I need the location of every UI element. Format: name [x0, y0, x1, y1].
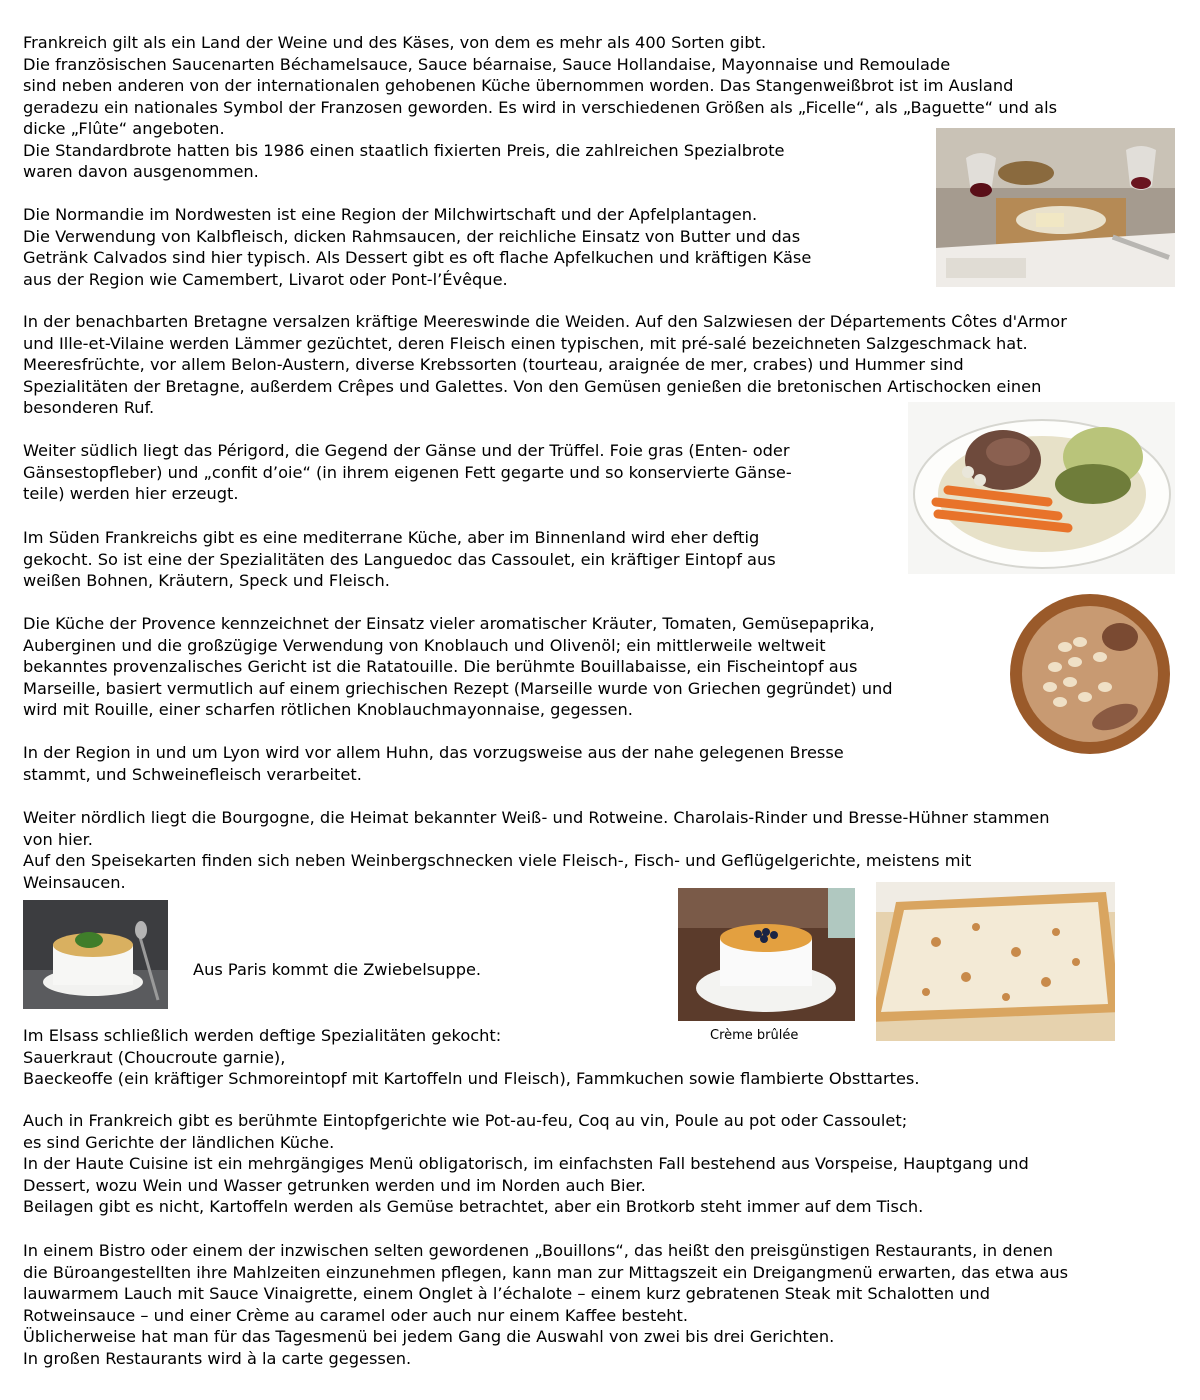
text-line: Im Süden Frankreichs gibt es eine mediterrane Küche, aber im Binnenland wird eher deftig	[23, 528, 760, 547]
paragraph-elsass	[23, 1025, 920, 1090]
text-line: aus der Region wie Camembert, Livarot oder Pont-l’Évêque.	[23, 269, 508, 289]
text-line: Im Elsass schließlich werden deftige Spezialitäten gekocht:	[23, 1026, 502, 1045]
text-line: sind neben anderen von der internationalen gehobenen Küche übernommen worden. Das Stangenweißbrot ist im Ausland	[23, 76, 1014, 95]
text-line: waren davon ausgenommen.	[23, 162, 259, 181]
text-line: Auf den Speisekarten finden sich neben Weinbergschnecken viele Fleisch-, Fisch- und Geflügelgerichte, meistens mit	[23, 851, 972, 870]
wine-cheese-photo	[936, 128, 1175, 287]
text-line: und Ille-et-Vilaine werden Lämmer gezüchtet, deren Fleisch einen typischen, mit pré-salé bezeichneten Salzgeschmack hat.	[23, 333, 1028, 353]
text-line: Auch in Frankreich gibt es berühmte Eintopfgerichte wie Pot-au-feu, Coq au vin, Poule au pot oder Cassoulet;	[23, 1111, 908, 1130]
text-line: Frankreich gilt als ein Land der Weine und des Käses, von dem es mehr als 400 Sorten gibt.	[23, 33, 767, 52]
text-line: Marseille, basiert vermutlich auf einem griechischen Rezept (Marseille wurde von Griechen gegründet) und	[23, 678, 893, 698]
text-line: dicke „Flûte“ angeboten.	[23, 119, 225, 138]
text-line: gekocht. So ist eine der Spezialitäten des Languedoc das Cassoulet, ein kräftiger Eintopf aus	[23, 549, 776, 569]
text-line: lauwarmem Lauch mit Sauce Vinaigrette, einem Onglet à l’échalote – einem kurz gebratenen Steak mit Schalotten und	[23, 1284, 991, 1303]
text-line: es sind Gerichte der ländlichen Küche.	[23, 1132, 335, 1152]
text-line: In der Haute Cuisine ist ein mehrgängiges Menü obligatorisch, im einfachsten Fall bestehend aus Vorspeise, Hauptgang und	[23, 1154, 1029, 1173]
text-line: Weiter nördlich liegt die Bourgogne, die Heimat bekannter Weiß- und Rotweine. Charolais-Rinder und Bresse-Hühner stammen	[23, 808, 1050, 827]
creme-brulee-photo	[678, 888, 855, 1021]
text-line: Üblicherweise hat man für das Tagesmenü bei jedem Gang die Auswahl von zwei bis drei Gerichten.	[23, 1327, 835, 1346]
text-line: Rotweinsauce – und einer Crème au caramel oder auch nur einem Kaffee besteht.	[23, 1305, 689, 1325]
paris-caption: Aus Paris kommt die Zwiebelsuppe.	[193, 960, 482, 979]
text-line: geradezu ein nationales Symbol der Franzosen geworden. Es wird in verschiedenen Größen als „Ficelle“, als „Baguette“ und als	[23, 97, 1057, 117]
text-line: Die Standardbrote hatten bis 1986 einen staatlich fixierten Preis, die zahlreichen Spezialbrote	[23, 140, 785, 160]
paragraph-lyon	[23, 742, 844, 785]
paragraph-intro	[23, 32, 1057, 183]
text-line: stammt, und Schweinefleisch verarbeitet.	[23, 764, 362, 784]
text-line: wird mit Rouille, einer scharfen rötlichen Knoblauchmayonnaise, gegessen.	[23, 700, 633, 719]
text-line: In der Region in und um Lyon wird vor allem Huhn, das vorzugsweise aus der nahe gelegenen Bresse	[23, 743, 844, 762]
text-line: Weiter südlich liegt das Périgord, die Gegend der Gänse und der Trüffel. Foie gras (Enten- oder	[23, 441, 790, 460]
paragraph-normandie	[23, 204, 811, 290]
text-line: Die Normandie im Nordwesten ist eine Region der Milchwirtschaft und der Apfelplantagen.	[23, 205, 758, 224]
paragraph-bistro	[23, 1240, 1068, 1369]
text-line: In der benachbarten Bretagne versalzen kräftige Meereswinde die Weiden. Auf den Salzwiesen der Départements Côtes d'Armor	[23, 312, 1067, 331]
text-line: Meeresfrüchte, vor allem Belon-Austern, diverse Krebssorten (tourteau, araignée de mer, crabes) und Hummer sind	[23, 355, 964, 374]
text-line: von hier.	[23, 829, 93, 849]
paragraph-perigord	[23, 440, 792, 505]
text-line: In einem Bistro oder einem der inzwischen selten gewordenen „Bouillons“, das heißt den preisgünstigen Restaurants, in denen	[23, 1241, 1054, 1260]
text-line: bekanntes provenzalisches Gericht ist die Ratatouille. Die berühmte Bouillabaisse, ein Fischeintopf aus	[23, 657, 858, 676]
pot-au-feu-photo	[908, 402, 1175, 574]
text-line: Beilagen gibt es nicht, Kartoffeln werden als Gemüse betrachtet, aber ein Brotkorb steht immer auf dem Tisch.	[23, 1197, 924, 1216]
flammkuchen-photo	[876, 882, 1115, 1041]
text-line: Getränk Calvados sind hier typisch. Als Dessert gibt es oft flache Apfelkuchen und kräftigen Käse	[23, 248, 812, 267]
text-line: Auberginen und die großzügige Verwendung von Knoblauch und Olivenöl; ein mittlerweile weltweit	[23, 635, 826, 655]
text-line: Die Küche der Provence kennzeichnet der Einsatz vieler aromatischer Kräuter, Tomaten, Gemüsepaprika,	[23, 614, 875, 633]
paragraph-provence	[23, 613, 893, 721]
paragraph-sueden	[23, 527, 776, 592]
creme-brulee-caption: Crème brûlée	[710, 1028, 799, 1043]
text-line: Die Verwendung von Kalbfleisch, dicken Rahmsaucen, der reichliche Einsatz von Butter und das	[23, 226, 801, 246]
cassoulet-photo	[1005, 587, 1175, 757]
text-line: teile) werden hier erzeugt.	[23, 484, 239, 503]
text-line: Weinsaucen.	[23, 872, 126, 892]
text-line: weißen Bohnen, Kräutern, Speck und Fleisch.	[23, 571, 390, 590]
text-line: In großen Restaurants wird à la carte gegessen.	[23, 1348, 412, 1368]
text-line: besonderen Ruf.	[23, 398, 155, 417]
paragraph-eintopf	[23, 1110, 1029, 1218]
text-line: Sauerkraut (Choucroute garnie),	[23, 1047, 286, 1067]
onion-soup-photo	[23, 900, 168, 1009]
text-line: die Büroangestellten ihre Mahlzeiten einzunehmen pflegen, kann man zur Mittagszeit ein Dreigangmenü erwarten, das etwa aus	[23, 1262, 1069, 1282]
paragraph-bourgogne	[23, 807, 1049, 893]
text-line: Die französischen Saucenarten Béchamelsauce, Sauce béarnaise, Sauce Hollandaise, Mayonnaise und Remoulade	[23, 54, 951, 74]
text-line: Gänsestopfleber) und „confit d’oie“ (in ihrem eigenen Fett gegarte und so konservierte Gänse-	[23, 462, 792, 482]
text-line: Dessert, wozu Wein und Wasser getrunken werden und im Norden auch Bier.	[23, 1175, 646, 1195]
text-line: Baeckeoffe (ein kräftiger Schmoreintopf mit Kartoffeln und Fleisch), Fammkuchen sowie flambierte Obsttartes.	[23, 1069, 920, 1088]
text-line: Spezialitäten der Bretagne, außerdem Crêpes und Galettes. Von den Gemüsen genießen die bretonischen Artischocken einen	[23, 376, 1042, 396]
